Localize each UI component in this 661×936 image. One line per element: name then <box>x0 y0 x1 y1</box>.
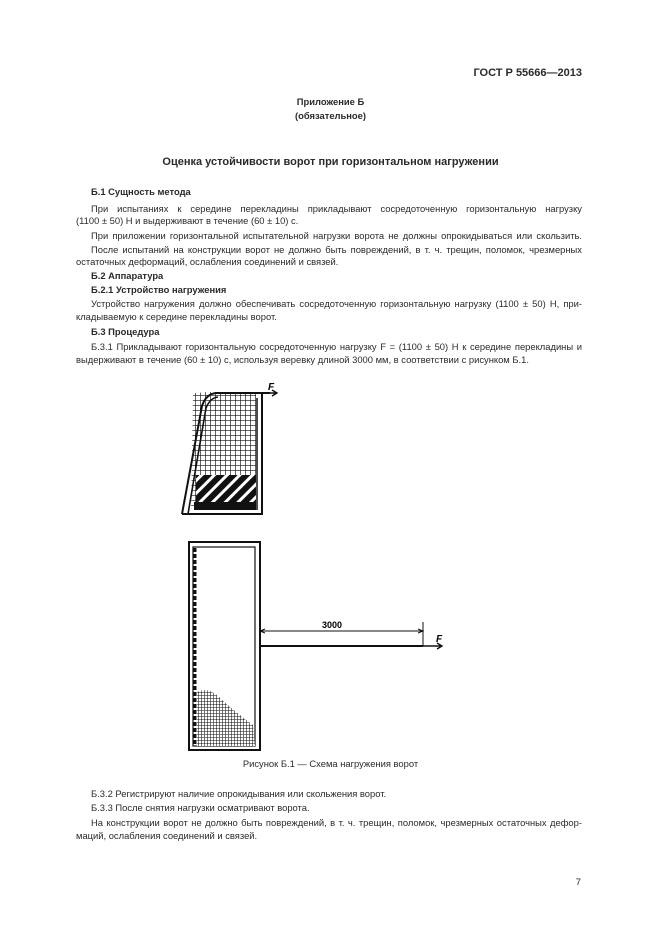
paragraph-line: Б.3.3 После снятия нагрузки осматривают ворота. <box>91 802 310 813</box>
goal-side-view <box>182 382 277 514</box>
paragraph-line: остаточных деформаций, ослабления соединений и связей. <box>76 256 339 267</box>
goal-loading-diagram <box>180 380 450 760</box>
paragraph-line: При испытаниях к середине перекладины прикладывают сосредоточенную горизонтальную нагрузку <box>91 203 582 214</box>
section-heading: Б.2 Аппаратура <box>91 270 164 281</box>
paragraph-line: выдерживают в течение (60 ± 10) с, используя веревку длиной 3000 мм, в соответствии с рисунком Б.1. <box>76 354 529 365</box>
paragraph-line: После испытаний на конструкции ворот не должно быть повреждений, в т. ч. трещин, поломок, чрезмерных <box>91 244 582 255</box>
paragraph-line: Б.3.1 Прикладывают горизонтальную сосредоточенную нагрузку F = (1100 ± 50) Н к середине перекладины и <box>91 341 582 352</box>
paragraph-line: На конструкции ворот не должно быть повреждений, в т. ч. трещин, поломок, чрезмерных остаточных дефор- <box>91 817 582 828</box>
paragraph-line: Б.3.2 Регистрируют наличие опрокидывания или скольжения ворот. <box>91 788 387 799</box>
appendix-title: Приложение Б <box>296 96 365 107</box>
force-label: F <box>436 634 443 645</box>
appendix-status: (обязательное) <box>295 110 366 121</box>
paragraph-line: кладываемую к середине перекладины ворот. <box>76 311 277 322</box>
paragraph-line: Устройство нагружения должно обеспечивать сосредоточенную горизонтальную нагрузку (1100 ± 50) Н, при- <box>91 298 582 309</box>
subsection-heading: Б.2.1 Устройство нагружения <box>91 284 227 295</box>
figure-caption: Рисунок Б.1 — Схема нагружения ворот <box>242 758 419 769</box>
dimension-label: 3000 <box>321 620 343 630</box>
paragraph-line: (1100 ± 50) Н и выдерживают в течение (60 ± 10) с. <box>76 215 299 226</box>
section-heading: Б.3 Процедура <box>91 326 160 337</box>
paragraph-line: маций, ослабления соединений и связей. <box>76 830 258 841</box>
page-number: 7 <box>575 876 581 887</box>
page-title: Оценка устойчивости ворот при горизонтальном нагружении <box>162 156 499 168</box>
goal-top-view <box>189 542 443 750</box>
force-label: F <box>268 382 275 393</box>
paragraph-line: При приложении горизонтальной испытательной нагрузки ворота не должны опрокидываться или скользить. <box>91 230 582 241</box>
standard-number: ГОСТ Р 55666—2013 <box>473 67 582 79</box>
section-heading: Б.1 Сущность метода <box>91 186 191 197</box>
